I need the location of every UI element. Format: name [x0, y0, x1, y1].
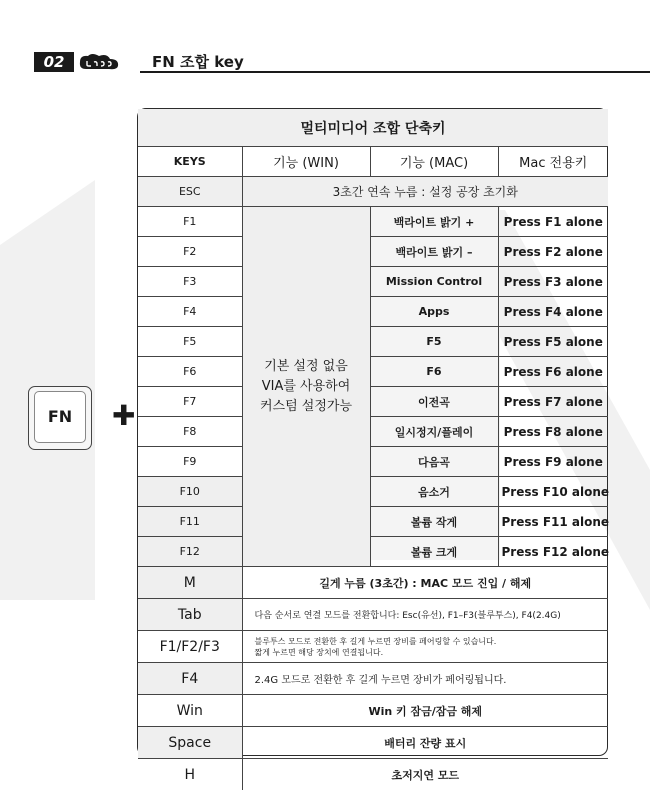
key-f10: F10: [138, 477, 242, 507]
header-divider: [140, 71, 650, 73]
key-f11: F11: [138, 507, 242, 537]
key-f4-mode: F4: [138, 663, 242, 695]
h-description: 초저지연 모드: [242, 759, 608, 791]
win-description: Win 키 잠금/잠금 해제: [242, 695, 608, 727]
mac-only-key: Press F9 alone: [498, 447, 608, 477]
table-row: [138, 387, 608, 417]
tab-description: 다음 순서로 연결 모드를 전환합니다: Esc(유선), F1–F3(블루투스), F4(2.4G): [242, 599, 608, 631]
table-row-f1f2f3: [138, 631, 608, 663]
table-row: [138, 237, 608, 267]
table-row: [138, 417, 608, 447]
mac-only-key: Press F6 alone: [498, 357, 608, 387]
win-function-line: 기본 설정 없음: [264, 358, 348, 374]
shortcut-table-container: [137, 108, 610, 783]
table-row: [138, 447, 608, 477]
header-mac-function: 기능 (MAC): [370, 147, 498, 177]
table-row-esc: [138, 177, 608, 207]
table-row-f4: [138, 663, 608, 695]
key-f8: F8: [138, 417, 242, 447]
f1f2f3-description: [242, 631, 608, 663]
table-row: [138, 267, 608, 297]
shortcut-table: [138, 109, 608, 790]
win-function-line: 커스텀 설정가능: [259, 398, 353, 414]
key-space: Space: [138, 727, 242, 759]
key-f3: F3: [138, 267, 242, 297]
key-f7: F7: [138, 387, 242, 417]
win-function-line: VIA를 사용하여: [261, 378, 351, 394]
key-f6: F6: [138, 357, 242, 387]
header-mac-only: Mac 전용키: [498, 147, 608, 177]
f1f2f3-description-line2: 짧게 누르면 해당 장치에 연결됩니다.: [254, 647, 384, 657]
key-f5: F5: [138, 327, 242, 357]
mac-only-key: Press F8 alone: [498, 417, 608, 447]
table-header-row: [138, 147, 608, 177]
header-keys: KEYS: [138, 147, 242, 177]
table-row: [138, 357, 608, 387]
mac-only-key: Press F1 alone: [498, 207, 608, 237]
f4-description: 2.4G 모드로 전환한 후 길게 누르면 장비가 페어링됩니다.: [242, 663, 608, 695]
mac-only-key: Press F7 alone: [498, 387, 608, 417]
mac-only-key: Press F3 alone: [498, 267, 608, 297]
table-row: [138, 477, 608, 507]
mac-only-key: Press F5 alone: [498, 327, 608, 357]
table-row: [138, 207, 608, 237]
table-row-tab: [138, 599, 608, 631]
table-row: [138, 327, 608, 357]
key-h: H: [138, 759, 242, 791]
key-f12: F12: [138, 537, 242, 567]
section-title: FN 조합 key: [152, 53, 244, 71]
table-row-h: [138, 759, 608, 791]
mac-function: 음소거: [370, 477, 498, 507]
key-esc: ESC: [138, 177, 242, 207]
key-f1-f2-f3: F1/F2/F3: [138, 631, 242, 663]
mac-function: 이전곡: [370, 387, 498, 417]
table-row: [138, 297, 608, 327]
mac-only-key: Press F10 alone: [498, 477, 608, 507]
header-win-function: 기능 (WIN): [242, 147, 370, 177]
mac-function: F5: [370, 327, 498, 357]
mac-only-key: Press F4 alone: [498, 297, 608, 327]
mac-function: 백라이트 밝기 +: [370, 207, 498, 237]
table-title-row: [138, 109, 608, 147]
fn-key-illustration: [28, 386, 92, 450]
space-description: 배터리 잔량 표시: [242, 727, 608, 759]
section-number: 02: [34, 52, 74, 72]
table-row: [138, 507, 608, 537]
key-f2: F2: [138, 237, 242, 267]
mac-function: 볼륨 작게: [370, 507, 498, 537]
key-f1: F1: [138, 207, 242, 237]
table-row-space: [138, 727, 608, 759]
mac-function: 볼륨 크게: [370, 537, 498, 567]
key-m: M: [138, 567, 242, 599]
key-f9: F9: [138, 447, 242, 477]
mac-function: Apps: [370, 297, 498, 327]
section-header: [34, 52, 622, 74]
fn-key-label: FN: [34, 391, 86, 443]
key-win: Win: [138, 695, 242, 727]
mac-only-key: Press F12 alone: [498, 537, 608, 567]
mac-function: Mission Control: [370, 267, 498, 297]
mac-function: 일시정지/플레이: [370, 417, 498, 447]
mac-function: 다음곡: [370, 447, 498, 477]
mac-only-key: Press F2 alone: [498, 237, 608, 267]
brand-logo-icon: [78, 53, 120, 71]
mac-function: F6: [370, 357, 498, 387]
key-tab: Tab: [138, 599, 242, 631]
mac-function: 백라이트 밝기 –: [370, 237, 498, 267]
table-row: [138, 537, 608, 567]
table-row-m: [138, 567, 608, 599]
f1f2f3-description-line1: 블루투스 모드로 전환한 후 길게 누르면 장비를 페어링할 수 있습니다.: [254, 636, 497, 646]
key-f4: F4: [138, 297, 242, 327]
table-row-win: [138, 695, 608, 727]
win-function-merged: [242, 207, 370, 567]
m-description: 길게 누름 (3초간) : MAC 모드 진입 / 해제: [242, 567, 608, 599]
plus-icon: ✚: [112, 399, 136, 432]
table-title: 멀티미디어 조합 단축키: [138, 109, 608, 147]
esc-description: 3초간 연속 누름 : 설정 공장 초기화: [242, 177, 608, 207]
mac-only-key: Press F11 alone: [498, 507, 608, 537]
